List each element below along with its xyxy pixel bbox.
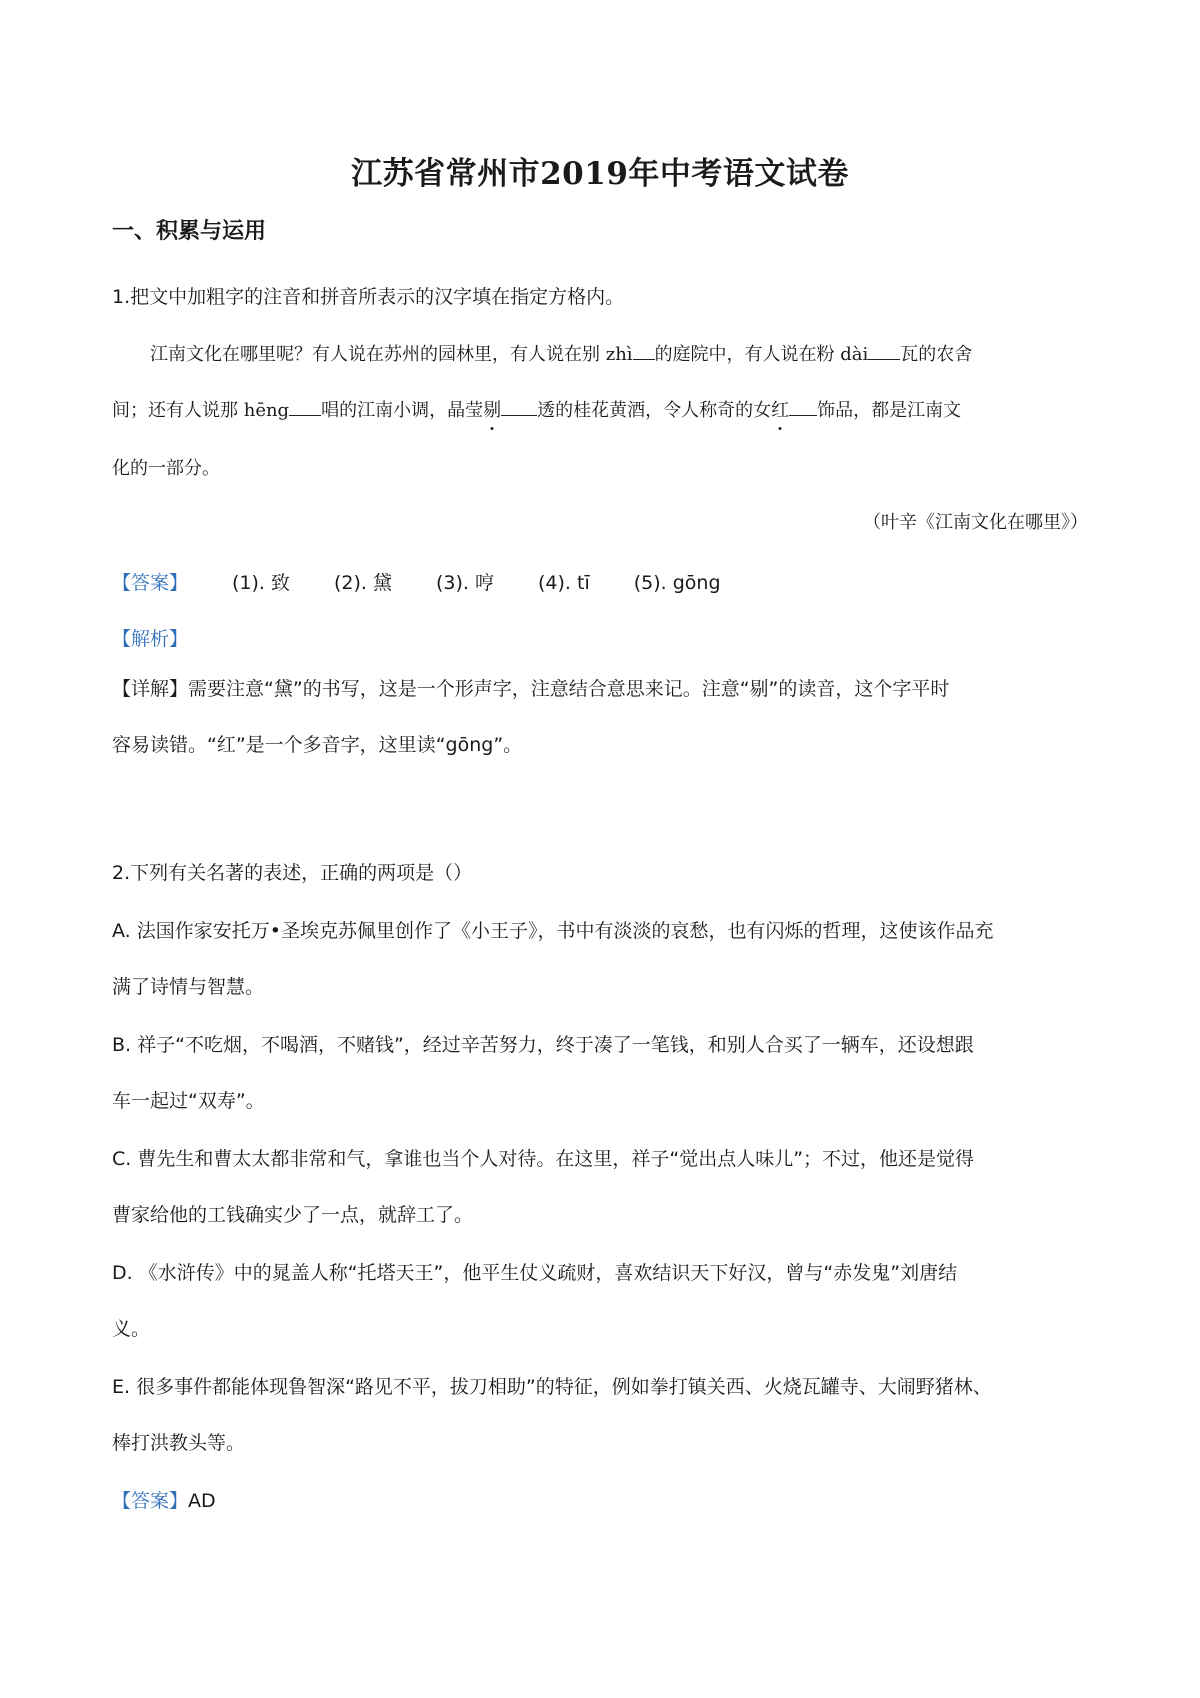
passage-text: 透的桂花黄酒，令人称奇的女 bbox=[537, 400, 772, 421]
answer-item: (1). 致 bbox=[232, 572, 291, 594]
option-c-line-1: C. 曹先生和曹太太都非常和气，拿谁也当个人对待。在这里，祥子“觉出点人味儿”；不过，他还是觉得 bbox=[112, 1148, 975, 1170]
answer-row-1 bbox=[112, 568, 721, 595]
answer-item: (2). 黛 bbox=[334, 572, 393, 594]
answer-item: (4). tī bbox=[538, 572, 590, 594]
passage-line-3: 化的一部分。 bbox=[112, 458, 220, 479]
option-a-line-1: A. 法国作家安托万•圣埃克苏佩里创作了《小王子》，书中有淡淡的哀愁，也有闪烁的哲理，这使该作品充 bbox=[112, 920, 994, 942]
option-d-line-1: D. 《水浒传》中的晁盖人称“托塔天王”，他平生仗义疏财，喜欢结识天下好汉，曾与“赤发鬼”刘唐结 bbox=[112, 1262, 958, 1284]
option-a-line-2: 满了诗情与智慧。 bbox=[112, 976, 265, 998]
detail-line-1 bbox=[112, 674, 949, 701]
answer-blank bbox=[501, 399, 537, 416]
section-heading: 一、积累与运用 bbox=[112, 219, 267, 244]
question-2-prompt: 2.下列有关名著的表述，正确的两项是（） bbox=[112, 862, 473, 884]
option-e-line-1: E. 很多事件都能体现鲁智深“路见不平，拔刀相助”的特征，例如拳打镇关西、火烧瓦罐寺、大闹野猪林、 bbox=[112, 1376, 992, 1398]
emphasized-char: 红 bbox=[771, 400, 790, 421]
option-b-line-2: 车一起过“双寿”。 bbox=[112, 1090, 265, 1112]
passage-text: 瓦的农舍 bbox=[900, 344, 973, 365]
answer-row-2 bbox=[112, 1486, 216, 1513]
passage-text: 的庭院中，有人说在粉 dài bbox=[654, 344, 869, 365]
option-b-line-1: B. 祥子“不吃烟，不喝酒，不赌钱”，经过辛苦努力，终于凑了一笔钱，和别人合买了一辆车，还设想跟 bbox=[112, 1034, 974, 1056]
passage-text: 饰品，都是江南文 bbox=[817, 400, 962, 421]
option-c-line-2: 曹家给他的工钱确实少了一点，就辞工了。 bbox=[112, 1204, 474, 1226]
detail-text: 需要注意“黛”的书写，这是一个形声字，注意结合意思来记。注意“剔”的读音，这个字平时 bbox=[188, 678, 950, 700]
answer-blank bbox=[633, 343, 655, 360]
passage-text: 唱的江南小调，晶莹 bbox=[321, 400, 484, 421]
passage-line-1 bbox=[150, 340, 972, 366]
answer-item: (3). 哼 bbox=[436, 572, 495, 594]
analysis-tag: 【解析】 bbox=[112, 628, 189, 650]
answer-tag: 【答案】 bbox=[112, 1490, 189, 1512]
question-1-prompt: 1.把文中加粗字的注音和拼音所表示的汉字填在指定方格内。 bbox=[112, 286, 625, 308]
answer-blank bbox=[789, 399, 817, 416]
option-e-line-2: 棒打洪教头等。 bbox=[112, 1432, 246, 1454]
option-d-line-2: 义。 bbox=[112, 1318, 151, 1340]
answer-value: AD bbox=[188, 1490, 216, 1512]
answer-item: (5). gōng bbox=[633, 572, 721, 594]
answer-blank bbox=[868, 343, 900, 360]
passage-text: 江南文化在哪里呢？有人说在苏州的园林里，有人说在别 zhì bbox=[150, 344, 633, 365]
passage-line-2 bbox=[112, 396, 961, 422]
passage-text: 间；还有人说那 hēng bbox=[112, 400, 290, 421]
passage-source: （叶辛《江南文化在哪里》） bbox=[863, 512, 1088, 533]
emphasized-char: 剔 bbox=[483, 400, 502, 421]
detail-tag: 【详解】 bbox=[112, 678, 189, 700]
detail-line-2: 容易读错。“红”是一个多音字，这里读“gōng”。 bbox=[112, 734, 523, 756]
page-title: 江苏省常州市2019年中考语文试卷 bbox=[351, 156, 849, 192]
answer-tag: 【答案】 bbox=[112, 572, 189, 594]
answer-blank bbox=[289, 399, 321, 416]
